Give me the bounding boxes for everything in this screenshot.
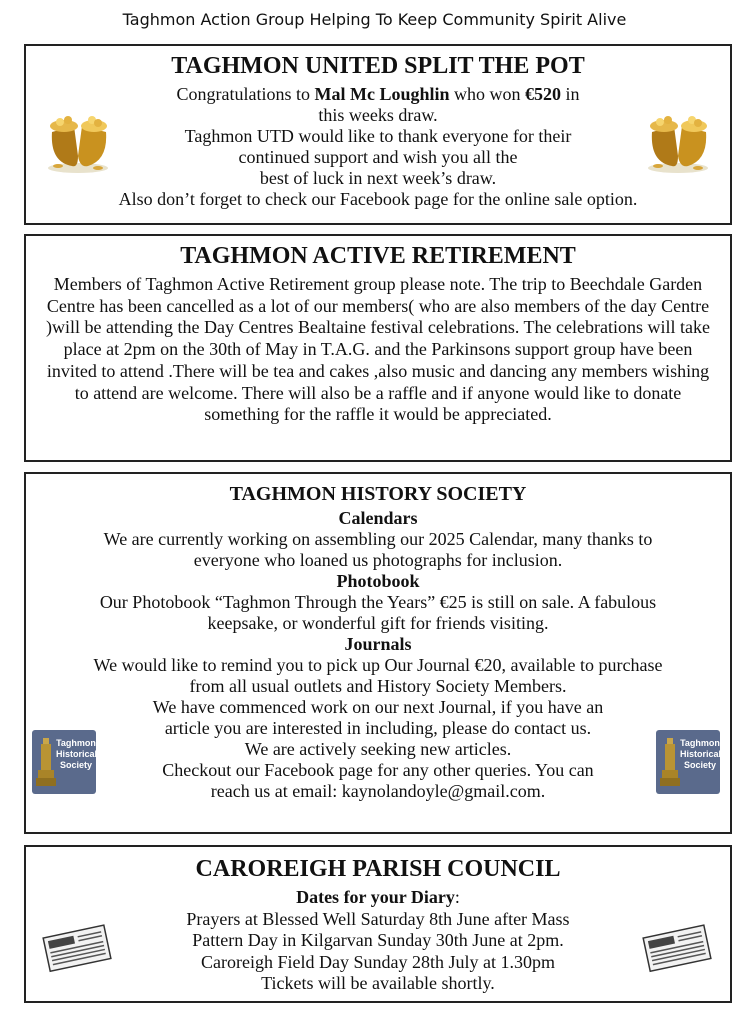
history-society-title: TAGHMON HISTORY SOCIETY <box>229 483 527 505</box>
journals-line-7: reach us at email: kaynolandoyle@gmail.com. <box>210 781 546 801</box>
logo-text: Taghmon <box>680 738 720 748</box>
photobook-line-1: Our Photobook “Taghmon Through the Years” €25 is still on sale. A fabulous <box>99 592 657 612</box>
pot-line-4: continued support and wish you all the <box>238 147 518 167</box>
logo-text: Historical <box>56 749 98 759</box>
gold-pot-right-icon <box>638 96 718 176</box>
history-society-logo-right <box>656 730 720 794</box>
pot-line-3: Taghmon UTD would like to thank everyone for their <box>184 126 572 146</box>
split-the-pot-box <box>24 44 732 225</box>
pot-line-6: Also don’t forget to check our Facebook page for the online sale option. <box>118 189 638 209</box>
calendars-line-1: We are currently working on assembling our 2025 Calendar, many thanks to <box>103 529 653 549</box>
caroreigh-box <box>24 845 732 1003</box>
journals-line-4: article you are interested in including, please do contact us. <box>164 718 592 738</box>
pot-text: in <box>561 84 580 104</box>
diary-line-2: Pattern Day in Kilgarvan Sunday 30th June at 2pm. <box>192 930 564 950</box>
active-retirement-box <box>24 234 732 462</box>
calendars-section <box>26 508 730 802</box>
logo-text: Society <box>59 760 92 770</box>
journals-line-5: We are actively seeking new articles. <box>244 739 512 759</box>
pot-line-2: this weeks draw. <box>318 105 438 125</box>
winner-name: Mal Mc Loughlin <box>314 84 450 104</box>
journals-line-6: Checkout our Facebook page for any other queries. You can <box>162 760 594 780</box>
logo-text: Society <box>683 760 716 770</box>
active-retirement-title: TAGHMON ACTIVE RETIREMENT <box>180 243 576 269</box>
pot-line-1 <box>26 84 730 105</box>
diary-heading: Dates for your Diary <box>296 887 455 907</box>
monument-icon <box>35 736 57 788</box>
newspaper-right-icon <box>640 923 716 973</box>
logo-text: Taghmon <box>56 738 96 748</box>
caroreigh-body <box>26 887 730 995</box>
diary-line-1: Prayers at Blessed Well Saturday 8th June after Mass <box>186 908 570 929</box>
pot-line-5: best of luck in next week’s draw. <box>259 168 497 188</box>
prize-amount: €520 <box>525 84 561 104</box>
diary-colon: : <box>454 887 460 907</box>
calendars-line-2: everyone who loaned us photographs for inclusion. <box>193 550 563 570</box>
journals-line-1: We would like to remind you to pick up Our Journal €20, available to purchase <box>93 655 663 675</box>
journals-line-2: from all usual outlets and History Society Members. <box>189 676 567 696</box>
journals-heading: Journals <box>344 634 412 654</box>
gold-pot-left-icon <box>38 96 118 176</box>
split-the-pot-body <box>26 84 730 210</box>
caroreigh-title: CAROREIGH PARISH COUNCIL <box>195 856 561 882</box>
history-society-box <box>24 472 732 834</box>
pot-text: who won <box>449 84 525 104</box>
photobook-heading: Photobook <box>336 571 420 591</box>
diary-heading-line <box>26 887 730 909</box>
journals-line-3: We have commenced work on our next Journal, if you have an <box>152 697 604 717</box>
logo-text: Historical <box>680 749 722 759</box>
diary-line-3: Caroreigh Field Day Sunday 28th July at 1.30pm <box>201 951 555 972</box>
history-society-logo-left <box>32 730 96 794</box>
newspaper-left-icon <box>40 923 116 973</box>
pot-text: Congratulations to <box>176 84 315 104</box>
diary-line-4: Tickets will be available shortly. <box>261 973 495 993</box>
active-retirement-body: Members of Taghmon Active Retirement group please note. The trip to Beechdale Garden Centre has been cancelled as a lot of our members( who are also members of the day Centre )will be attending the Day Centres Bealtaine festival celebrations. The celebrations will take place at 2pm on the 30th of May in T.A.G. and the Parkinsons support group have been invited to attend .There will be tea and cakes ,also music and dancing any members wishing to attend are welcome. There will also be a raffle and if anyone would like to donate something for the raffle it would be appreciated. <box>46 274 710 425</box>
split-the-pot-title: TAGHMON UNITED SPLIT THE POT <box>171 53 585 79</box>
calendars-heading: Calendars <box>338 508 418 528</box>
page-header: Taghmon Action Group Helping To Keep Community Spirit Alive <box>122 10 627 29</box>
monument-icon <box>659 736 681 788</box>
photobook-line-2: keepsake, or wonderful gift for friends visiting. <box>207 613 549 633</box>
